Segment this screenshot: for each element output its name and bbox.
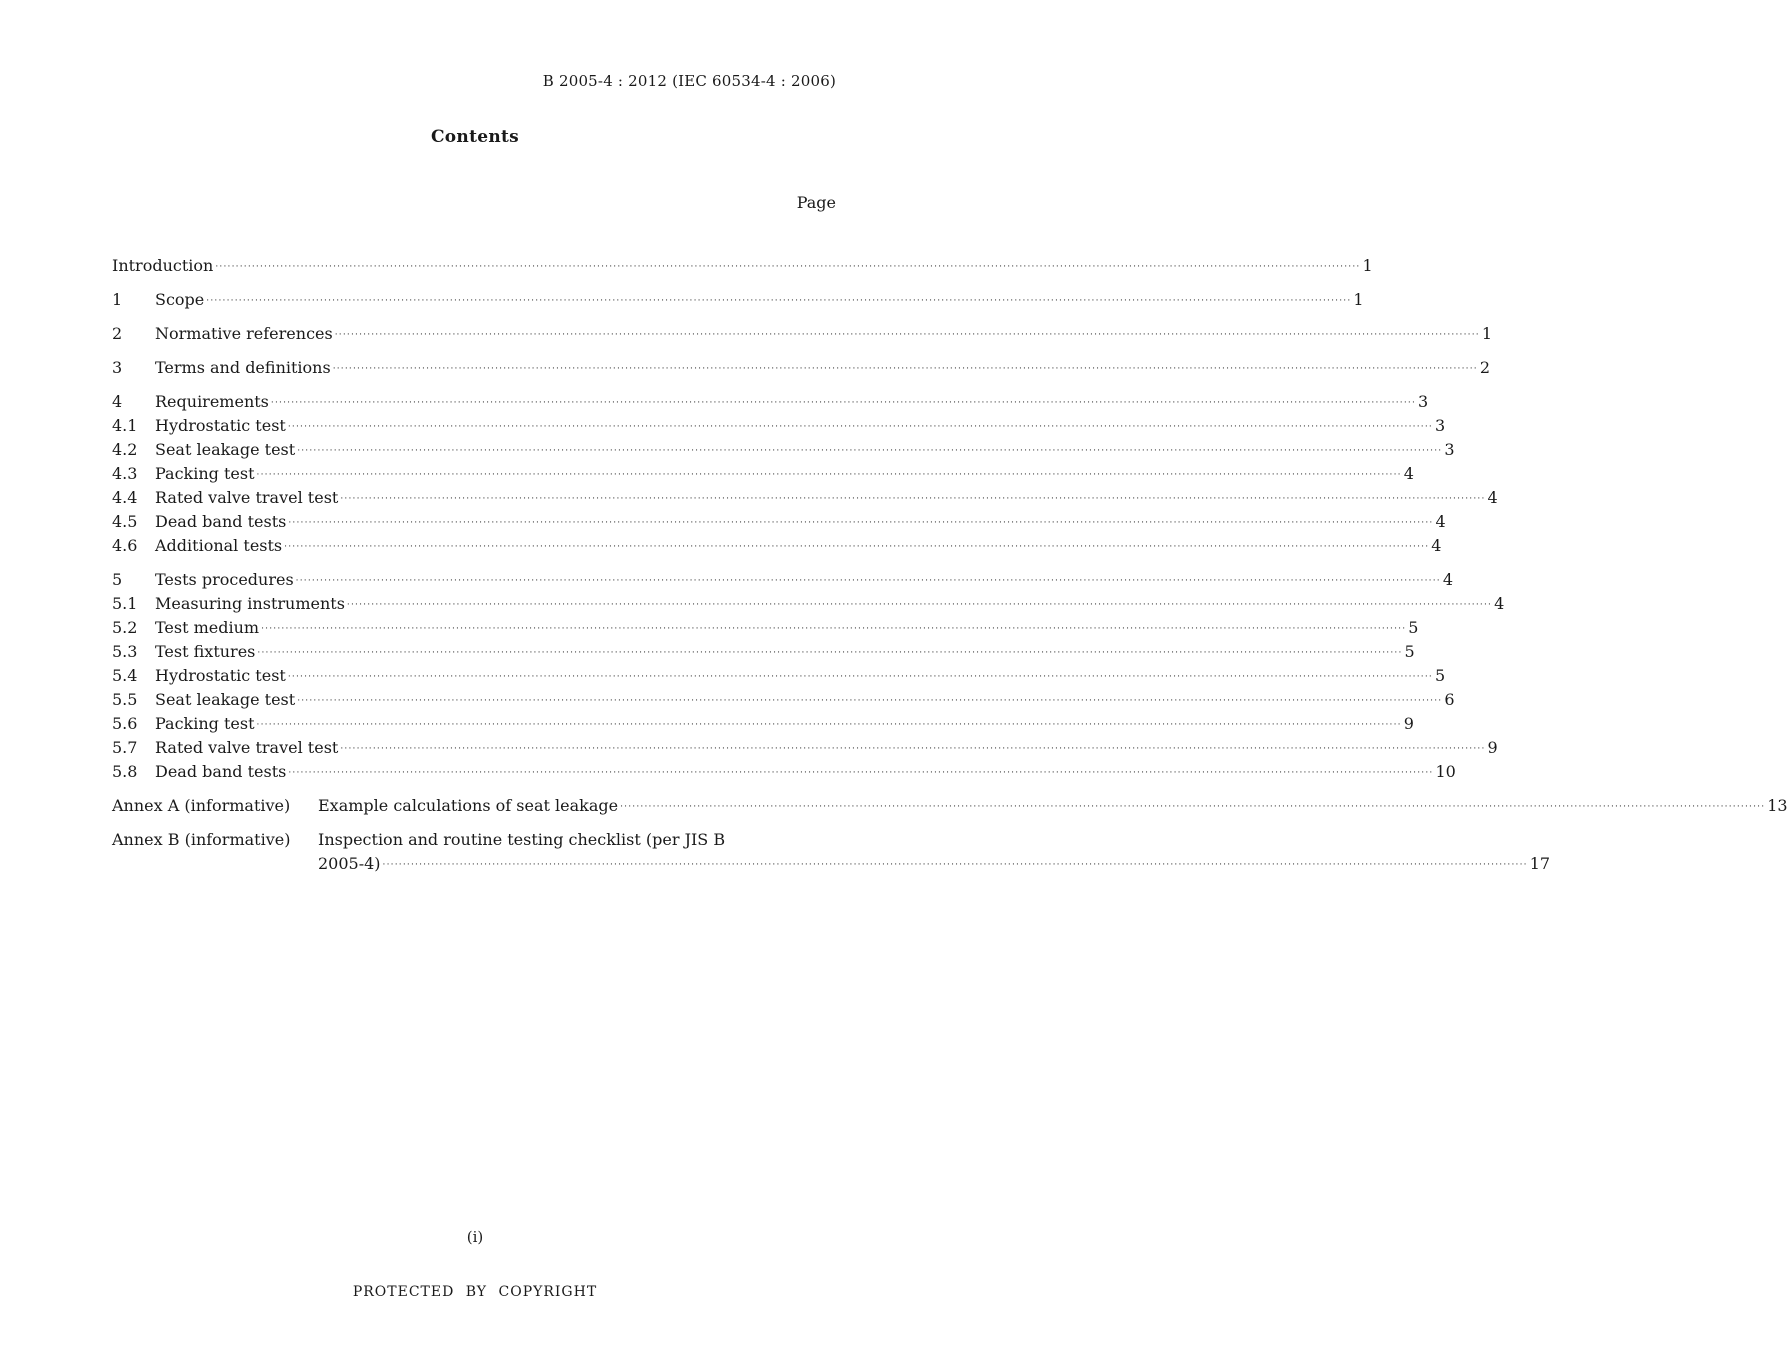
toc-entry-page: 3 bbox=[1434, 416, 1446, 435]
toc-entry[interactable] bbox=[112, 534, 1442, 558]
toc-entry[interactable] bbox=[112, 356, 1491, 380]
toc-entry[interactable] bbox=[112, 736, 1498, 760]
dot-leader bbox=[383, 853, 1528, 877]
toc-entry-page: 4 bbox=[1403, 464, 1414, 483]
annex-page: 13 bbox=[1767, 796, 1788, 815]
toc-entry-page: 9 bbox=[1487, 738, 1498, 757]
toc-entry-number: 5.7 bbox=[112, 738, 138, 757]
toc-entry-label: Packing test bbox=[155, 464, 255, 483]
toc-entry-page: 10 bbox=[1435, 762, 1456, 781]
toc-entry[interactable] bbox=[112, 688, 1455, 712]
toc-entry-label: Scope bbox=[155, 290, 205, 309]
annex-body bbox=[318, 828, 1550, 876]
page-column-label: Page bbox=[796, 193, 836, 212]
toc-entry[interactable] bbox=[112, 712, 1414, 736]
toc-entry-number: 5.8 bbox=[112, 762, 138, 781]
annex-page: 17 bbox=[1529, 854, 1551, 873]
page-number: (i) bbox=[466, 1228, 484, 1246]
annex-label: Example calculations of seat leakage bbox=[318, 796, 619, 815]
dot-leader bbox=[257, 641, 1402, 665]
toc-entry[interactable] bbox=[112, 288, 1364, 312]
toc-entry-label: Seat leakage test bbox=[155, 690, 296, 709]
toc-entry-label: Requirements bbox=[155, 392, 269, 411]
annex-line bbox=[318, 852, 1550, 876]
toc-entry-page: 3 bbox=[1418, 392, 1429, 411]
toc-entry[interactable] bbox=[112, 438, 1455, 462]
toc-entry[interactable] bbox=[112, 486, 1498, 510]
toc-entry[interactable] bbox=[112, 616, 1419, 640]
toc-entry-label: Hydrostatic test bbox=[155, 666, 286, 685]
dot-leader bbox=[284, 535, 1429, 559]
dot-leader bbox=[333, 357, 1478, 381]
toc-entry-number: 4.4 bbox=[112, 488, 138, 507]
dot-leader bbox=[296, 569, 1441, 593]
toc-entry-page: 1 bbox=[1353, 290, 1364, 309]
toc-entry[interactable] bbox=[112, 390, 1429, 414]
toc-entry-page: 4 bbox=[1487, 488, 1498, 507]
toc-entry-label: Packing test bbox=[155, 714, 255, 733]
toc-entry-page: 5 bbox=[1408, 618, 1419, 637]
toc-entry-label: Introduction bbox=[112, 256, 214, 275]
toc-entry-page: 4 bbox=[1431, 536, 1442, 555]
annex-name: Annex B (informative) bbox=[112, 830, 291, 849]
dot-leader bbox=[206, 289, 1351, 313]
toc-entry-page: 5 bbox=[1434, 666, 1446, 685]
toc-entry-label: Hydrostatic test bbox=[155, 416, 286, 435]
dot-leader bbox=[347, 593, 1492, 617]
annex-line bbox=[318, 794, 1788, 818]
toc-entry-number: 5.1 bbox=[112, 594, 138, 613]
toc-entry-page: 4 bbox=[1494, 594, 1505, 613]
dot-leader bbox=[288, 415, 1433, 439]
toc-entry-label: Dead band tests bbox=[155, 512, 287, 531]
toc-entry-label: Test fixtures bbox=[155, 642, 256, 661]
toc-entry-label: Terms and definitions bbox=[155, 358, 331, 377]
annex-line bbox=[318, 828, 1550, 852]
toc-entry-page: 1 bbox=[1481, 324, 1493, 343]
toc-entry-number: 4.5 bbox=[112, 512, 138, 531]
toc-entry[interactable] bbox=[112, 760, 1456, 784]
toc-entry-number: 2 bbox=[112, 324, 123, 343]
toc-entry-number: 4.1 bbox=[112, 416, 138, 435]
toc-annex-a[interactable] bbox=[112, 794, 1788, 818]
dot-leader bbox=[215, 255, 1360, 279]
annex-label-line1: Inspection and routine testing checklist (per JIS B bbox=[318, 830, 726, 849]
dot-leader bbox=[257, 713, 1402, 737]
toc-entry-label: Seat leakage test bbox=[155, 440, 296, 459]
table-of-contents bbox=[112, 254, 1788, 876]
dot-leader bbox=[340, 487, 1485, 511]
dot-leader bbox=[297, 439, 1442, 463]
toc-entry[interactable] bbox=[112, 462, 1414, 486]
toc-entry[interactable] bbox=[112, 322, 1493, 346]
toc-entry-number: 5.3 bbox=[112, 642, 138, 661]
toc-entry-number: 3 bbox=[112, 358, 123, 377]
dot-leader bbox=[620, 795, 1765, 819]
annex-name: Annex A (informative) bbox=[112, 796, 291, 815]
dot-leader bbox=[257, 463, 1402, 487]
annex-body bbox=[318, 794, 1788, 818]
toc-entry-number: 5.6 bbox=[112, 714, 138, 733]
toc-entry[interactable] bbox=[112, 664, 1446, 688]
dot-leader bbox=[340, 737, 1485, 761]
toc-entry-number: 5.4 bbox=[112, 666, 138, 685]
toc-entry-label: Additional tests bbox=[155, 536, 283, 555]
dot-leader bbox=[271, 391, 1416, 415]
toc-entry-label: Rated valve travel test bbox=[155, 488, 339, 507]
toc-entry[interactable] bbox=[112, 568, 1454, 592]
document-identifier: B 2005-4 : 2012 (IEC 60534-4 : 2006) bbox=[542, 72, 836, 90]
toc-entry-label: Dead band tests bbox=[155, 762, 287, 781]
toc-entry-number: 4.3 bbox=[112, 464, 138, 483]
toc-entry-page: 1 bbox=[1362, 256, 1373, 275]
dot-leader bbox=[335, 323, 1480, 347]
copyright-notice: PROTECTED BY COPYRIGHT bbox=[352, 1284, 598, 1300]
dot-leader bbox=[297, 689, 1442, 713]
dot-leader bbox=[288, 665, 1433, 689]
toc-entry-number: 1 bbox=[112, 290, 123, 309]
toc-entry-number: 5.2 bbox=[112, 618, 138, 637]
toc-entry-number: 4 bbox=[112, 392, 123, 411]
toc-entry-page: 4 bbox=[1442, 570, 1454, 589]
toc-entry-label: Measuring instruments bbox=[155, 594, 345, 613]
toc-annex-b[interactable] bbox=[112, 828, 1551, 876]
dot-leader bbox=[288, 511, 1433, 535]
toc-entry[interactable] bbox=[112, 640, 1415, 664]
dot-leader bbox=[288, 761, 1433, 785]
toc-entry[interactable] bbox=[112, 592, 1505, 616]
toc-entry-introduction[interactable] bbox=[112, 254, 1373, 278]
toc-entry-number: 5 bbox=[112, 570, 123, 589]
toc-entry-number: 4.2 bbox=[112, 440, 138, 459]
toc-entry-label: Test medium bbox=[155, 618, 260, 637]
toc-entry[interactable] bbox=[112, 414, 1446, 438]
toc-entry-label: Rated valve travel test bbox=[155, 738, 339, 757]
toc-entry-page: 5 bbox=[1404, 642, 1415, 661]
toc-entry-label: Tests procedures bbox=[155, 570, 294, 589]
toc-entry-page: 2 bbox=[1479, 358, 1491, 377]
toc-entry-label: Normative references bbox=[155, 324, 333, 343]
dot-leader bbox=[261, 617, 1406, 641]
toc-entry-page: 4 bbox=[1435, 512, 1446, 531]
page-title: Contents bbox=[430, 127, 520, 147]
annex-label-line2: 2005-4) bbox=[318, 854, 381, 873]
toc-entry-number: 4.6 bbox=[112, 536, 138, 555]
toc-entry-number: 5.5 bbox=[112, 690, 138, 709]
toc-entry-page: 9 bbox=[1403, 714, 1414, 733]
toc-entry[interactable] bbox=[112, 510, 1446, 534]
toc-entry-page: 3 bbox=[1444, 440, 1455, 459]
toc-entry-page: 6 bbox=[1444, 690, 1455, 709]
